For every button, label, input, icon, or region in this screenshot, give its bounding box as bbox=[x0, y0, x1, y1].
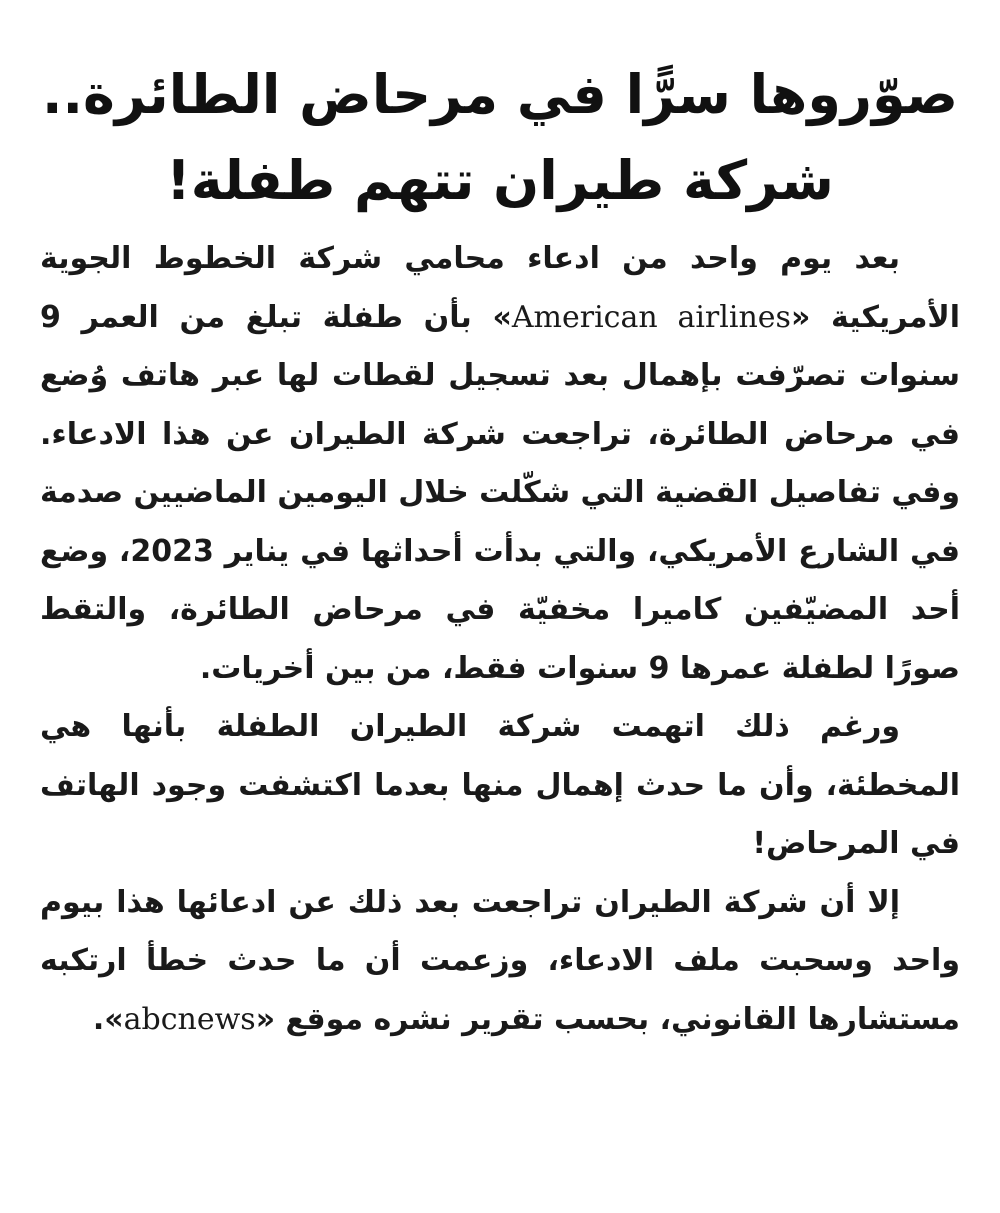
article-body bbox=[40, 230, 960, 1049]
headline-line-2: شركة طيران تتهم طفلة! bbox=[166, 149, 834, 212]
paragraph-1-text-end: » بأن طفلة تبلغ من العمر 9 سنوات تصرّفت بإهمال بعد تسجيل لقطات لها عبر هاتف وُضع في مرحاض الطائرة، تراجعت شركة الطيران عن هذا الادعاء. وفي تفاصيل القضية التي شكّلت خلال اليومين الماضيين صدمة في الشارع الأمريكي، والتي بدأت أحداثها في يناير 2023، وضع أحد المضيّفين كاميرا مخفيّة في مرحاض الطائرة، والتقط صورًا لطفلة عمرها 9 سنوات فقط، من بين أخريات. bbox=[40, 299, 960, 686]
article-headline bbox=[40, 52, 960, 224]
airline-name: American airlines bbox=[511, 299, 791, 335]
paragraph-3-text-start: إلا أن شركة الطيران تراجعت بعد ذلك عن ادعائها هذا بيوم واحد وسحبت ملف الادعاء، وزعمت أن ما حدث خطأ ارتكبه مستشارها القانوني، بحسب تقرير نشره موقع « bbox=[40, 884, 960, 1037]
source-name: abcnews bbox=[123, 1001, 256, 1037]
paragraph-2-text: ورغم ذلك اتهمت شركة الطيران الطفلة بأنها هي المخطئة، وأن ما حدث إهمال منها بعدما اكتشفت وجود الهاتف في المرحاض! bbox=[40, 709, 960, 861]
paragraph-1-text-start: بعد يوم واحد من ادعاء محامي شركة الخطوط الجوية الأمريكية « bbox=[40, 241, 961, 335]
article-paragraph-3 bbox=[40, 874, 960, 1050]
news-article bbox=[40, 52, 960, 1049]
paragraph-3-text-end: ». bbox=[92, 1001, 124, 1037]
article-paragraph-1 bbox=[40, 230, 960, 698]
article-paragraph-2 bbox=[40, 698, 960, 874]
headline-line-1: صوّروها سرًّا في مرحاض الطائرة.. bbox=[41, 63, 959, 126]
